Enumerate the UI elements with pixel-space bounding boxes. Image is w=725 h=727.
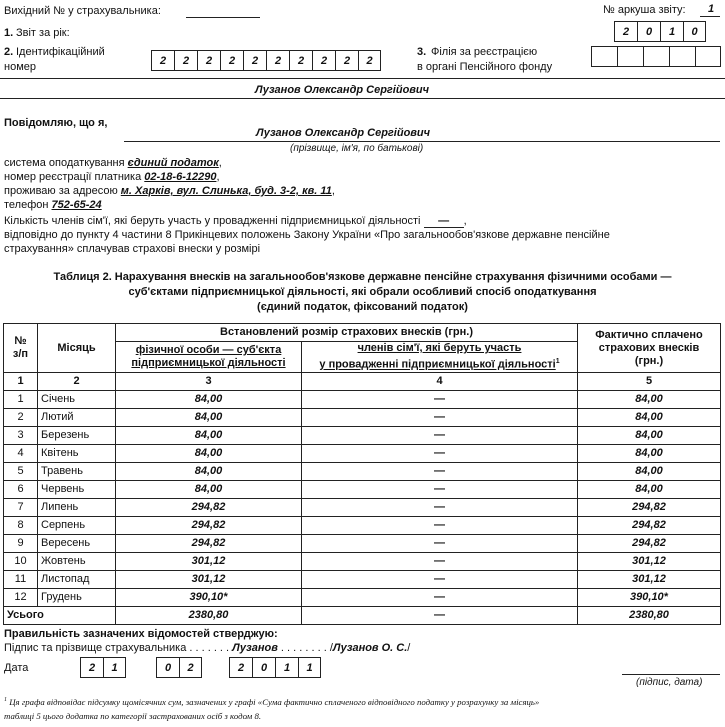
id-num: 2. [4,46,14,58]
row-paid-amount: 84,00 [578,427,721,445]
outgoing-number-line[interactable] [186,17,260,18]
report-year-cells[interactable] [614,21,706,42]
row-individual-amount: 84,00 [116,427,302,445]
total-individual: 2380,80 [116,607,302,625]
digit-cell[interactable] [643,46,669,67]
footnote-line2: таблиці 5 цього додатка по категорії застрахованих осіб з кодом 8. [4,711,262,721]
digit-cell[interactable]: 2 [289,50,312,71]
row-paid-amount: 301,12 [578,571,721,589]
digit-cell[interactable]: 0 [156,657,179,678]
row-month: Серпень [38,517,116,535]
table-row [4,481,721,499]
row-month: Березень [38,427,116,445]
table-title-line1: Таблиця 2. Нарахування внесків на загальнообов'язкове державне пенсійне страхування фізичними особами — [53,271,672,283]
header-number-label: № [14,335,27,347]
row-paid-amount: 84,00 [578,445,721,463]
row-month: Січень [38,391,116,409]
row-family-amount: — [302,499,578,517]
sheet-number-label: № аркуша звіту: [603,4,686,16]
table-row [4,571,721,589]
family-members-row: Кількість членів сім'ї, які беруть участь у провадженні підприємницької діяльності — , [4,215,467,227]
declarant-name-line [124,141,720,142]
row-number: 5 [4,463,38,481]
row-paid-amount: 294,82 [578,535,721,553]
declaration-intro: Повідомляю, що я, [4,117,108,129]
digit-cell[interactable]: 0 [683,21,706,42]
tax-system-label: система оподаткування [4,157,125,169]
row-family-amount: — [302,445,578,463]
id-label-line2: номер [4,61,36,73]
digit-cell[interactable] [617,46,643,67]
date-label: Дата [4,662,29,674]
table-title-line3: (єдиний податок, фіксований податок) [257,301,468,313]
date-year-cells[interactable] [229,657,321,678]
header-individual-line2: підприємницької діяльності [131,357,286,369]
row-individual-amount: 390,10* [116,589,302,607]
table-title-line2: суб'єктами підприємницької діяльності, які обрали особливий спосіб оподаткування [128,286,597,298]
row-number: 9 [4,535,38,553]
row-paid-amount: 294,82 [578,517,721,535]
row-month: Липень [38,499,116,517]
row-paid-amount: 294,82 [578,499,721,517]
table-row [4,427,721,445]
phone-row [4,199,102,211]
signature-dots: . . . . . . . . / [280,642,333,654]
row-month: Грудень [38,589,116,607]
total-row [4,607,721,625]
column-index-row [4,373,721,391]
confirmation-text: Правильність зазначених відомостей стверджую: [4,628,278,640]
digit-cell[interactable]: 1 [275,657,298,678]
header-family-line2: у провадженні підприємницької діяльності [319,358,556,371]
branch-label-line1: Філія за реєстрацією [431,46,538,58]
branch-label-line2: в органі Пенсійного фонду [417,61,553,73]
branch-num: 3. [417,46,427,58]
phone-value: 752-65-24 [51,199,102,211]
header-number [4,324,38,373]
total-label: Усього [4,607,116,625]
date-day-cells[interactable] [80,657,126,678]
address-row: проживаю за адресою м. Харків, вул. Слинька, буд. 3-2, кв. 11, [4,185,335,197]
row-individual-amount: 84,00 [116,445,302,463]
row-individual-amount: 84,00 [116,481,302,499]
digit-cell[interactable]: 2 [229,657,252,678]
row-paid-amount: 390,10* [578,589,721,607]
registration-label: номер реєстрації платника [4,171,142,183]
signature-end: / [407,642,411,654]
signature-row [4,642,410,654]
table-row [4,589,721,607]
row-paid-amount: 84,00 [578,391,721,409]
digit-cell[interactable]: 0 [252,657,275,678]
row-number: 11 [4,571,38,589]
row-individual-amount: 294,82 [116,517,302,535]
table-row [4,445,721,463]
date-month-cells[interactable] [156,657,202,678]
payer-name-line [0,98,725,99]
row-individual-amount: 294,82 [116,499,302,517]
digit-cell[interactable]: 2 [312,50,335,71]
signature-label: Підпис та прізвище страхувальника . . . . . . . [4,642,230,654]
digit-cell[interactable] [695,46,721,67]
registration-row: номер реєстрації платника 02-18-6-12290, [4,171,220,183]
digit-cell[interactable]: 1 [298,657,321,678]
header-number-sub: з/п [12,348,29,360]
row-number: 4 [4,445,38,463]
row-individual-amount: 84,00 [116,409,302,427]
digit-cell[interactable]: 2 [358,50,381,71]
row-individual-amount: 301,12 [116,553,302,571]
law-line-1: відповідно до пункту 4 частини 8 Прикінцевих положень Закону України «Про загальнообов'язкове державне пенсійне [4,229,610,241]
table-row [4,517,721,535]
row-month: Травень [38,463,116,481]
payer-name: Лузанов Олександр Сергійович [255,84,430,96]
family-members-label: Кількість членів сім'ї, які беруть участь у провадженні підприємницької діяльності [4,215,421,227]
id-number-cells[interactable] [151,50,381,71]
header-paid [578,324,721,373]
table-row [4,553,721,571]
column-index-1: 1 [4,373,38,391]
row-individual-amount: 301,12 [116,571,302,589]
digit-cell[interactable]: 2 [151,50,174,71]
registration-value: 02-18-6-12290 [144,171,217,183]
row-number: 12 [4,589,38,607]
header-divider [0,78,725,79]
row-family-amount: — [302,535,578,553]
digit-cell[interactable] [591,46,617,67]
row-number: 7 [4,499,38,517]
header-paid-line1: Фактично сплачено [595,328,703,341]
signature-date-line[interactable] [622,674,720,675]
table-row [4,409,721,427]
digit-cell[interactable]: 2 [614,21,637,42]
sheet-number-value: 1 [708,3,715,15]
row-family-amount: — [302,517,578,535]
family-members-value: — [424,215,464,228]
column-index-2: 2 [38,373,116,391]
column-index-4: 4 [302,373,578,391]
declarant-name: Лузанов Олександр Сергійович [256,127,431,139]
table-row [4,499,721,517]
column-index-3: 3 [116,373,302,391]
signature-name: Лузанов [232,642,278,654]
outgoing-number-label: Вихідний № у страхувальника: [4,5,161,17]
row-number: 6 [4,481,38,499]
row-month: Вересень [38,535,116,553]
sheet-number-line [700,16,720,17]
digit-cell[interactable]: 2 [179,657,202,678]
digit-cell[interactable]: 2 [266,50,289,71]
row-family-amount: — [302,589,578,607]
row-individual-amount: 84,00 [116,463,302,481]
signature-date-caption: (підпис, дата) [636,677,703,688]
table-row [4,391,721,409]
footnote-mark: 1 [4,697,7,704]
row-family-amount: — [302,391,578,409]
table-body [4,391,721,607]
row-number: 1 [4,391,38,409]
digit-cell[interactable]: 1 [660,21,683,42]
row-month: Червень [38,481,116,499]
table-row [4,463,721,481]
address-value: м. Харків, вул. Слинька, буд. 3-2, кв. 11 [120,185,332,197]
row-month: Лютий [38,409,116,427]
header-family-line1: членів сім'ї, які беруть участь [357,342,522,355]
address-label: проживаю за адресою [4,185,118,197]
column-index-5: 5 [578,373,721,391]
footnote-line1 [4,697,539,707]
row-individual-amount: 294,82 [116,535,302,553]
branch-cells[interactable] [591,46,721,67]
row-family-amount: — [302,427,578,445]
digit-cell[interactable]: 2 [174,50,197,71]
row-month: Листопад [38,571,116,589]
row-paid-amount: 84,00 [578,463,721,481]
report-year-num: 1. [4,27,14,39]
row-paid-amount: 84,00 [578,481,721,499]
header-paid-line3: (грн.) [634,354,664,367]
row-number: 8 [4,517,38,535]
declarant-name-caption: (прізвище, ім'я, по батькові) [290,143,424,154]
row-family-amount: — [302,571,578,589]
header-individual [116,342,302,373]
header-month: Місяць [38,324,116,373]
digit-cell[interactable]: 2 [335,50,358,71]
header-established: Встановлений розмір страхових внесків (грн.) [116,324,578,342]
table-row [4,535,721,553]
header-family-footnote-mark: 1 [555,358,560,366]
row-family-amount: — [302,463,578,481]
digit-cell[interactable]: 1 [103,657,126,678]
digit-cell[interactable] [669,46,695,67]
id-label-line1: Ідентифікаційний [16,46,105,58]
tax-system-value: єдиний податок [127,157,219,169]
digit-cell[interactable]: 2 [80,657,103,678]
row-paid-amount: 301,12 [578,553,721,571]
digit-cell[interactable]: 2 [220,50,243,71]
footnote-text1: Ця графа відповідає підсумку щомісячних сум, зазначених у графі «Сума фактично сплаченого відповідного податку у розрахунку за місяць» [9,697,540,707]
header-family [302,342,578,373]
digit-cell[interactable]: 2 [197,50,220,71]
signature-short-name: Лузанов О. С. [332,642,408,654]
report-year-label: Звіт за рік: [16,27,70,39]
row-number: 2 [4,409,38,427]
tax-system-row: система оподаткування єдиний податок, [4,157,222,169]
row-family-amount: — [302,481,578,499]
row-number: 10 [4,553,38,571]
header-individual-line1: фізичної особи — суб'єкта [135,344,282,356]
phone-label: телефон [4,199,49,211]
row-family-amount: — [302,409,578,427]
law-line-2: страхування» сплачував страхові внески у розмірі [4,243,261,255]
row-individual-amount: 84,00 [116,391,302,409]
total-family: — [302,607,578,625]
total-paid: 2380,80 [578,607,721,625]
row-number: 3 [4,427,38,445]
row-paid-amount: 84,00 [578,409,721,427]
digit-cell[interactable]: 2 [243,50,266,71]
digit-cell[interactable]: 0 [637,21,660,42]
header-paid-line2: страхових внесків [598,341,700,354]
row-month: Квітень [38,445,116,463]
contributions-table [3,323,721,625]
row-month: Жовтень [38,553,116,571]
row-family-amount: — [302,553,578,571]
